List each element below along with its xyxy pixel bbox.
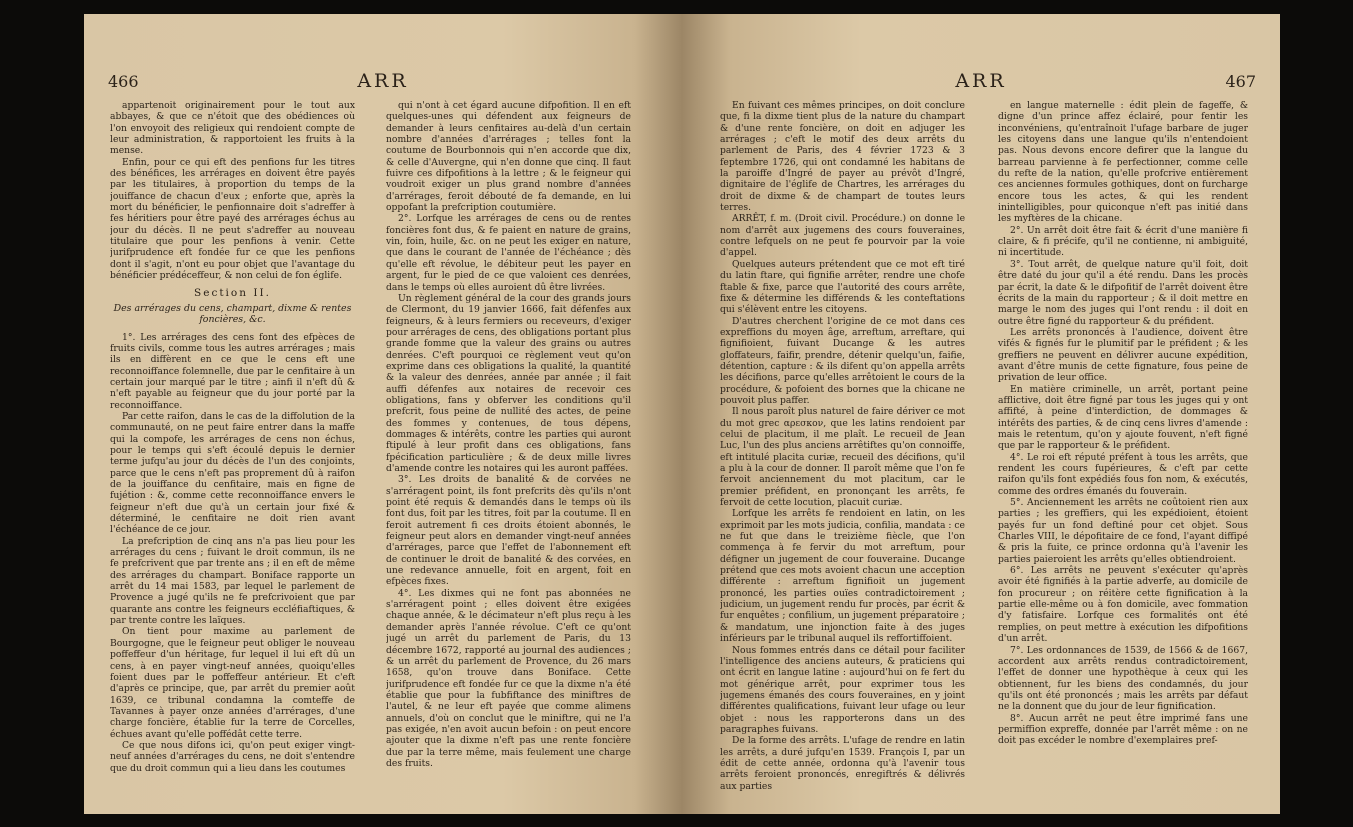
paragraph: appartenoit originairement pour le tout aux abbayes, & que ce n'étoit que des obédiences où l'on envoyoit des religieux qui rendoient compte de leur administration, & rapportoient les fruits à la mense. [110, 100, 355, 157]
paragraph: En matière criminelle, un arrêt, portant peine afflictive, doit être figné par tous les juges qui y ont affifté, à peine d'interdiction, de dommages & intérêts des parties, & de cinq cens livres d'amende : mais le retentum, qu'on y ajoute fouvent, n'eft figné que par le rapporteur & le préfident. [998, 383, 1248, 452]
paragraph: 3°. Tout arrêt, de quelque nature qu'il foit, doit être daté du jour qu'il a été rendu. Dans les procès par écrit, la date & le difpofitif de l'arrêt doivent être écrits de la main du rapporteur ; & il doit mettre en marge le nom des juges qui l'ont rendu : il doit en outre être figné du rapporteur & du préfident. [998, 258, 1248, 327]
paragraph: 3°. Les droits de banalité & de corvées ne s'arréragent point, ils font prefcrits dès qu'ils n'ont point été requis & demandés dans le temps où ils font dus, foit par les titres, foit par la coutume. Il en feroit autrement fi ces droits étoient abonnés, le feigneur peut alors en demander vingt-neuf années d'arrérages, parce que l'effet de l'abonnement eft de continuer le droit de banalité & des corvées, en une redevance annuelle, foit en argent, foit en efpèces fixes. [386, 474, 631, 588]
paragraph: Quelques auteurs prétendent que ce mot eft tiré du latin ftare, qui fignifie arrêter, rendre une chofe ftable & fixe, parce que l'autorité des cours arrête, fixe & détermine les différends & les conteftations qui s'élèvent entre les citoyens. [720, 258, 965, 316]
right-page [682, 14, 1280, 814]
paragraph: 7°. Les ordonnances de 1539, de 1566 & de 1667, accordent aux arrêts rendus contradictoirement, l'effet de donner une hypothèque à ceux qui les obtiennent, fur les biens des condamnés, du jour qu'ils ont été prononcés ; mais les arrêts par défaut ne la donnent que du jour de leur fignification. [998, 644, 1248, 713]
paragraph: Enfin, pour ce qui eft des penfions fur les titres des bénéfices, les arrérages en doivent être payés par les titulaires, à proportion du temps de la jouiffance de chacun d'eux ; enforte que, après la mort du bénéficier, le penfionnaire doit s'adreffer à fes héritiers pour être payé des arrérages échus au jour du décès. Il ne peut s'adreffer au nouveau titulaire que pour les penfions à venir. Cette jurifprudence eft fondée fur ce que les penfions dont il s'agit, n'ont eu pour objet que l'avantage du bénéficier prédéceffeur, & non celui de fon églife. [110, 156, 355, 282]
paragraph: 4°. Le roi eft réputé préfent à tous les arrêts, que rendent les cours fupérieures, & c'eft par cette raifon qu'ils font expédiés fous fon nom, & exécutés, comme des ordres émanés du fouverain. [998, 451, 1248, 497]
paragraph: 4°. Les dixmes qui ne font pas abonnées ne s'arréragent point ; elles doivent être exigées chaque année, & le décimateur n'eft plus reçu à les demander après l'année révolue. C'eft ce qu'ont jugé un arrêt du parlement de Paris, du 13 décembre 1672, rapporté au journal des audiences ; & un arrêt du parlement de Provence, du 26 mars 1658, qu'on trouve dans Boniface. Cette jurifprudence eft fondée fur ce que la dixme n'a été établie que pour la fubfiftance des miniftres de l'autel, & ne leur eft payée que comme alimens annuels, d'où on conclut que le miniftre, qui ne l'a pas exigée, n'en avoit aucun befoin : on peut encore ajouter que la dixme n'eft pas une rente foncière due par la terre même, mais feulement une charge des fruits. [386, 587, 631, 769]
page-number: 466 [108, 72, 139, 91]
paragraph: en langue maternelle : édit plein de fageffe, & digne d'un prince affez éclairé, pour fentir les inconvéniens, qu'entraînoit l'ufage barbare de juger les citoyens dans une langue qu'ils n'entendoient pas. Nous devons encore defirer que la langue du barreau parvienne à fe perfectionner, comme celle du refte de la nation, qu'elle profcrive entièrement ces anciennes formules gothiques, dont on furcharge encore tous les actes, & qui les rendent inintelligibles, pour quiconque n'eft pas initié dans les myftères de la chicane. [998, 100, 1248, 225]
paragraph: 6°. Les arrêts ne peuvent s'exécuter qu'après avoir été fignifiés à la partie adverfe, au domicile de fon procureur ; on réitère cette fignification à la partie elle-même ou à fon domicile, avec fommation d'y fatisfaire. Lorfque ces formalités ont été remplies, on peut mettre à exécution les difpofitions d'un arrêt. [998, 565, 1248, 645]
running-head: ARR [955, 70, 1007, 92]
paragraph: La prefcription de cinq ans n'a pas lieu pour les arrérages du cens ; fuivant le droit commun, ils ne fe prefcrivent que par trente ans ; il en eft de même des arrérages du champart. Boniface rapporte un arrêt du 14 mai 1583, par lequel le parlement de Provence a jugé qu'ils ne fe prefcrivoient que par quarante ans contre les feigneurs eccléfiaftiques, & par trente contre les laïques. [110, 535, 355, 627]
open-book [84, 14, 1280, 814]
paragraph: Il nous paroît plus naturel de faire dériver ce mot du mot grec αρεσκον, que les latins rendoient par celui de placitum, il me plaît. Le recueil de Jean Luc, l'un des plus anciens arrêtiftes qu'on connoiffe, eft intitulé placita curiæ, recueil des décifions, qu'il a plu à la cour de donner. Il paroît même que l'on fe fervoit anciennement du mot placitum, car le premier préfident, en prononçant les arrêts, fe fervoit de cette locution, placuit curiæ. [720, 406, 965, 509]
section-heading: Section II. [194, 286, 271, 299]
paragraph: Les arrêts prononcés à l'audience, doivent être vifés & fignés fur le plumitif par le préfident ; & les greffiers ne peuvent en délivrer aucune expédition, avant d'être munis de cette fignature, fous peine de privation de leur office. [998, 326, 1248, 384]
paragraph: Lorfque les arrêts fe rendoient en latin, on les exprimoit par les mots judicia, confilia, mandata : ce ne fut que dans le treizième fiècle, que l'on commença à fe fervir du mot arreftum, pour défigner un jugement de cour fouveraine. Ducange prétend que ces mots avoient chacun une acception différente : arreftum fignifioit un jugement prononcé, les parties ouïes contradictoirement ; judicium, un jugement rendu fur procès, par écrit & fur enquêtes ; confilium, un jugement préparatoire ; & mandatum, une injonction faite à des juges inférieurs par le tribunal auquel ils reffortiffoient. [720, 508, 965, 645]
paragraph: Nous fommes entrés dans ce détail pour faciliter l'intelligence des anciens auteurs, & praticiens qui ont écrit en langue latine : aujourd'hui on fe fert du mot générique arrêt, pour exprimer tous les jugemens émanés des cours fouveraines, en y joint différentes qualifications, fuivant leur ufage ou leur objet : nous les rapporterons dans un des paragraphes fuivans. [720, 644, 965, 735]
paragraph: De la forme des arrêts. L'ufage de rendre en latin les arrêts, a duré jufqu'en 1539. François I, par un édit de cette année, ordonna qu'à l'avenir tous arrêts feroient prononcés, enregiftrés & délivrés aux parties [720, 735, 965, 792]
running-head: ARR [357, 70, 409, 92]
paragraph: 8°. Aucun arrêt ne peut être imprimé fans une permiffion expreffe, donnée par l'arrêt même : on ne doit pas excéder le nombre d'exemplaires pref- [998, 712, 1248, 747]
paragraph: qui n'ont à cet égard aucune difpofition. Il en eft quelques-unes qui défendent aux feigneurs de demander à leurs cenfitaires au-delà d'un certain nombre d'années d'arrérages ; telles font la coutume de Bourbonnois qui n'en accorde que dix, & celle d'Auvergne, qui n'en donne que cinq. Il faut fuivre ces difpofitions à la lettre ; & le feigneur qui voudroit exiger un plus grand nombre d'années d'arrérages, feroit débouté de fa demande, en lui oppofant la prefcription coutumière. [386, 100, 631, 214]
right-page-column-2 [998, 100, 1248, 804]
left-page-header [108, 70, 658, 94]
paragraph: 2°. Lorfque les arrérages de cens ou de rentes foncières font dus, & fe paient en nature de grains, vin, foin, huile, &c. on ne peut les exiger en nature, que dans le courant de l'année de l'échéance ; dès qu'elle eft révolue, le débiteur peut les payer en argent, fur le pied de ce que valoient ces denrées, dans le temps où elles auroient dû être livrées. [386, 213, 631, 293]
right-page-column-1 [720, 100, 965, 804]
page-number: 467 [1225, 72, 1256, 91]
left-page [84, 14, 682, 814]
section-title: Des arrérages du cens, champart, dixme & rentes foncières, &c. [113, 302, 352, 326]
paragraph: On tient pour maxime au parlement de Bourgogne, que le feigneur peut obliger le nouveau poffeffeur d'un héritage, fur lequel il lui eft dû un cens, à en payer vingt-neuf années, quoiqu'elles foient dues par le poffeffeur antérieur. Et c'eft d'après ce principe, que, par arrêt du premier août 1639, ce tribunal condamna la comteffe de Tavannes à payer onze années d'arrérages, d'une charge foncière, établie fur la terre de Corcelles, échues avant qu'elle poffédât cette terre. [110, 626, 355, 740]
left-page-column-2 [386, 100, 631, 804]
paragraph: 1°. Les arrérages des cens font des efpèces de fruits civils, comme tous les autres arrérages ; mais ils en diffèrent en ce que le cens eft une reconnoiffance folemnelle, due par le cenfitaire à un certain jour marqué par le titre ; ainfi il n'eft dû & n'eft payable au feigneur que du jour porté par la reconnoiffance. [110, 331, 355, 411]
paragraph: Par cette raifon, dans le cas de la diffolution de la communauté, on ne peut faire entrer dans la maffe qui la compofe, les arrérages de cens non échus, pour le temps qui s'eft écoulé depuis le dernier terme jufqu'au jour du décès de l'un des conjoints, parce que le cens n'eft pas proprement dû à raifon de la jouiffance du cenfitaire, mais en figne de fujétion : &, comme cette reconnoiffance envers le feigneur n'eft due qu'à un certain jour fixé & déterminé, le cenfitaire ne doit rien avant l'échéance de ce jour. [110, 410, 355, 536]
paragraph: Un règlement général de la cour des grands jours de Clermont, du 19 janvier 1666, fait défenfes aux feigneurs, & à leurs fermiers ou receveurs, d'exiger pour arrérages de cens, des obligations portant plus grande fomme que la valeur des grains ou autres denrées. C'eft pourquoi ce règlement veut qu'on exprime dans ces obligations la qualité, la quantité & la valeur des denrées, année par année ; il fait auffi défenfes aux notaires de recevoir ces obligations, fans y obferver les conditions qu'il prefcrit, fous peine de nullité des actes, de peine des fommes y contenues, de tous dépens, dommages & intérêts, contre les parties qui auront ftipulé à leur profit dans ces obligations, fans fpécification particulière ; & de deux mille livres d'amende contre les notaires qui les auront paffées. [386, 292, 631, 474]
paragraph: En fuivant ces mêmes principes, on doit conclure que, fi la dixme tient plus de la nature du champart & d'une rente foncière, on doit en adjuger les arrérages ; c'eft le motif des deux arrêts du parlement de Paris, des 4 février 1723 & 3 feptembre 1726, qui ont condamné les habitans de la paroiffe d'Ingré de payer au prévôt d'Ingré, dignitaire de l'églife de Chartres, les arrérages du droit de dixme & de champart de toutes leurs terres. [720, 100, 965, 214]
right-page-header [706, 70, 1256, 94]
paragraph: ARRÊT, f. m. (Droit civil. Procédure.) on donne le nom d'arrêt aux jugemens des cours fouveraines, contre lefquels on ne peut fe pourvoir par la voie d'appel. [720, 213, 965, 259]
paragraph: 5°. Anciennement les arrêts ne coûtoient rien aux parties ; les greffiers, qui les expédioient, étoient payés fur un fond deftiné pour cet objet. Sous Charles VIII, le dépofitaire de ce fond, l'ayant diffipé & pris la fuite, ce prince ordonna qu'à l'avenir les parties paieroient les arrêts qu'elles obtiendroient. [998, 497, 1248, 565]
left-page-column-1 [110, 100, 355, 804]
paragraph: D'autres cherchent l'origine de ce mot dans ces expreffions du moyen âge, arreftum, arreftare, qui fignifioient, fuivant Ducange & les autres gloffateurs, faifir, prendre, détenir quelqu'un, faifie, détention, capture : & ils difent qu'on appella arrêts les décifions, parce qu'elles arrêtoient le cours de la procédure, & pofoient des bornes que la chicane ne pouvoit plus paffer. [720, 315, 965, 406]
paragraph: Ce que nous difons ici, qu'on peut exiger vingt-neuf années d'arrérages du cens, ne doit s'entendre que du droit commun qui a lieu dans les coutumes [110, 739, 355, 774]
paragraph: 2°. Un arrêt doit être fait & écrit d'une manière fi claire, & fi précife, qu'il ne contienne, ni ambiguité, ni incertitude. [998, 224, 1248, 259]
